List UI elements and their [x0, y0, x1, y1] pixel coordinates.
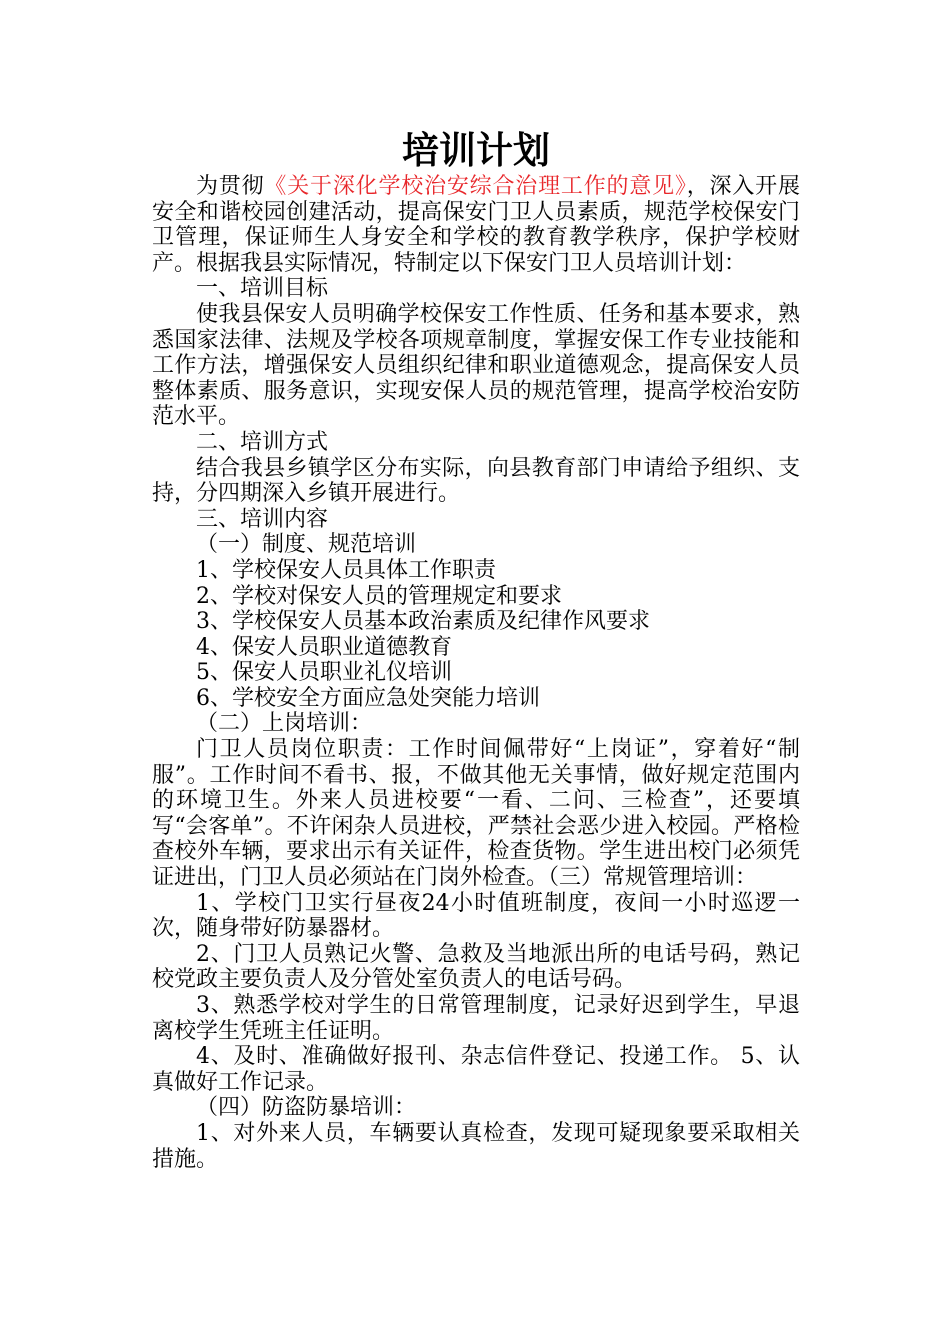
subsection-3-item: 3、熟悉学校对学生的日常管理制度，记录好迟到学生，早退离校学生凭班主任证明。 [152, 993, 800, 1044]
intro-document-reference: 《关于深化学校治安综合治理工作的意见》 [264, 174, 687, 199]
subsection-4-item: 1、对外来人员，车辆要认真检查，发现可疑现象要采取相关措施。 [152, 1120, 800, 1172]
subsection-1-item: 6、学校安全方面应急处突能力培训 [196, 685, 540, 711]
section-2-heading: 二、培训方式 [196, 429, 329, 455]
section-2-body: 结合我县乡镇学区分布实际，向县教育部门申请给予组织、支持，分四期深入乡镇开展进行。 [152, 455, 800, 507]
document-title: 培训计划 [402, 129, 550, 172]
intro-paragraph [152, 174, 800, 276]
subsection-1-heading: （一）制度、规范培训 [196, 532, 417, 558]
subsection-4-heading: （四）防盗防暴培训： [196, 1095, 417, 1121]
subsection-3-item: 1、学校门卫实行昼夜24小时值班制度，夜间一小时巡逻一次，随身带好防暴器材。 [152, 890, 800, 942]
subsection-1-item: 3、学校保安人员基本政治素质及纪律作风要求 [196, 609, 650, 635]
intro-suffix: ，深入开展安全和谐校园创建活动，提高保安门卫人员素质，规范学校保安门卫管理，保证师生人身安全和学校的教育教学秩序，保护学校财产。根据我县实际情况，特制定以下保安门卫人员培训计划： [152, 174, 800, 276]
subsection-2-body: 门卫人员岗位职责：工作时间佩带好“上岗证”，穿着好“制服”。工作时间不看书、报，不做其他无关事情，做好规定范围内的环境卫生。外来人员进校要“一看、二问、三检查”，还要填写“会客单”。不许闲杂人员进校，严禁社会恶少进入校园。严格检查校外车辆，要求出示有关证件，检查货物。学生进出校门必须凭证进出，门卫人员必须站在门岗外检查。（三）常规管理培训： [152, 737, 800, 891]
subsection-1-item: 1、学校保安人员具体工作职责 [196, 557, 496, 583]
section-1-body: 使我县保安人员明确学校保安工作性质、任务和基本要求，熟悉国家法律、法规及学校各项规章制度，掌握安保工作专业技能和工作方法，增强保安人员组织纪律和职业道德观念，提高保安人员整体素质、服务意识，实现安保人员的规范管理，提高学校治安防范水平。 [152, 301, 800, 430]
subsection-1-item: 2、学校对保安人员的管理规定和要求 [196, 583, 562, 609]
intro-prefix: 为贯彻 [196, 174, 265, 199]
subsection-2-heading: （二）上岗培训： [196, 711, 373, 737]
subsection-1-item: 5、保安人员职业礼仪培训 [196, 660, 452, 686]
subsection-3-item: 2、门卫人员熟记火警、急救及当地派出所的电话号码，熟记校党政主要负责人及分管处室负责人的电话号码。 [152, 941, 800, 993]
section-1-heading: 一、培训目标 [196, 276, 329, 302]
section-3-heading: 三、培训内容 [196, 506, 329, 532]
subsection-1-item: 4、保安人员职业道德教育 [196, 634, 452, 660]
document-page [152, 126, 800, 1172]
subsection-3-item: 4、及时、准确做好报刊、杂志信件登记、投递工作。 5、认真做好工作记录。 [152, 1044, 800, 1095]
